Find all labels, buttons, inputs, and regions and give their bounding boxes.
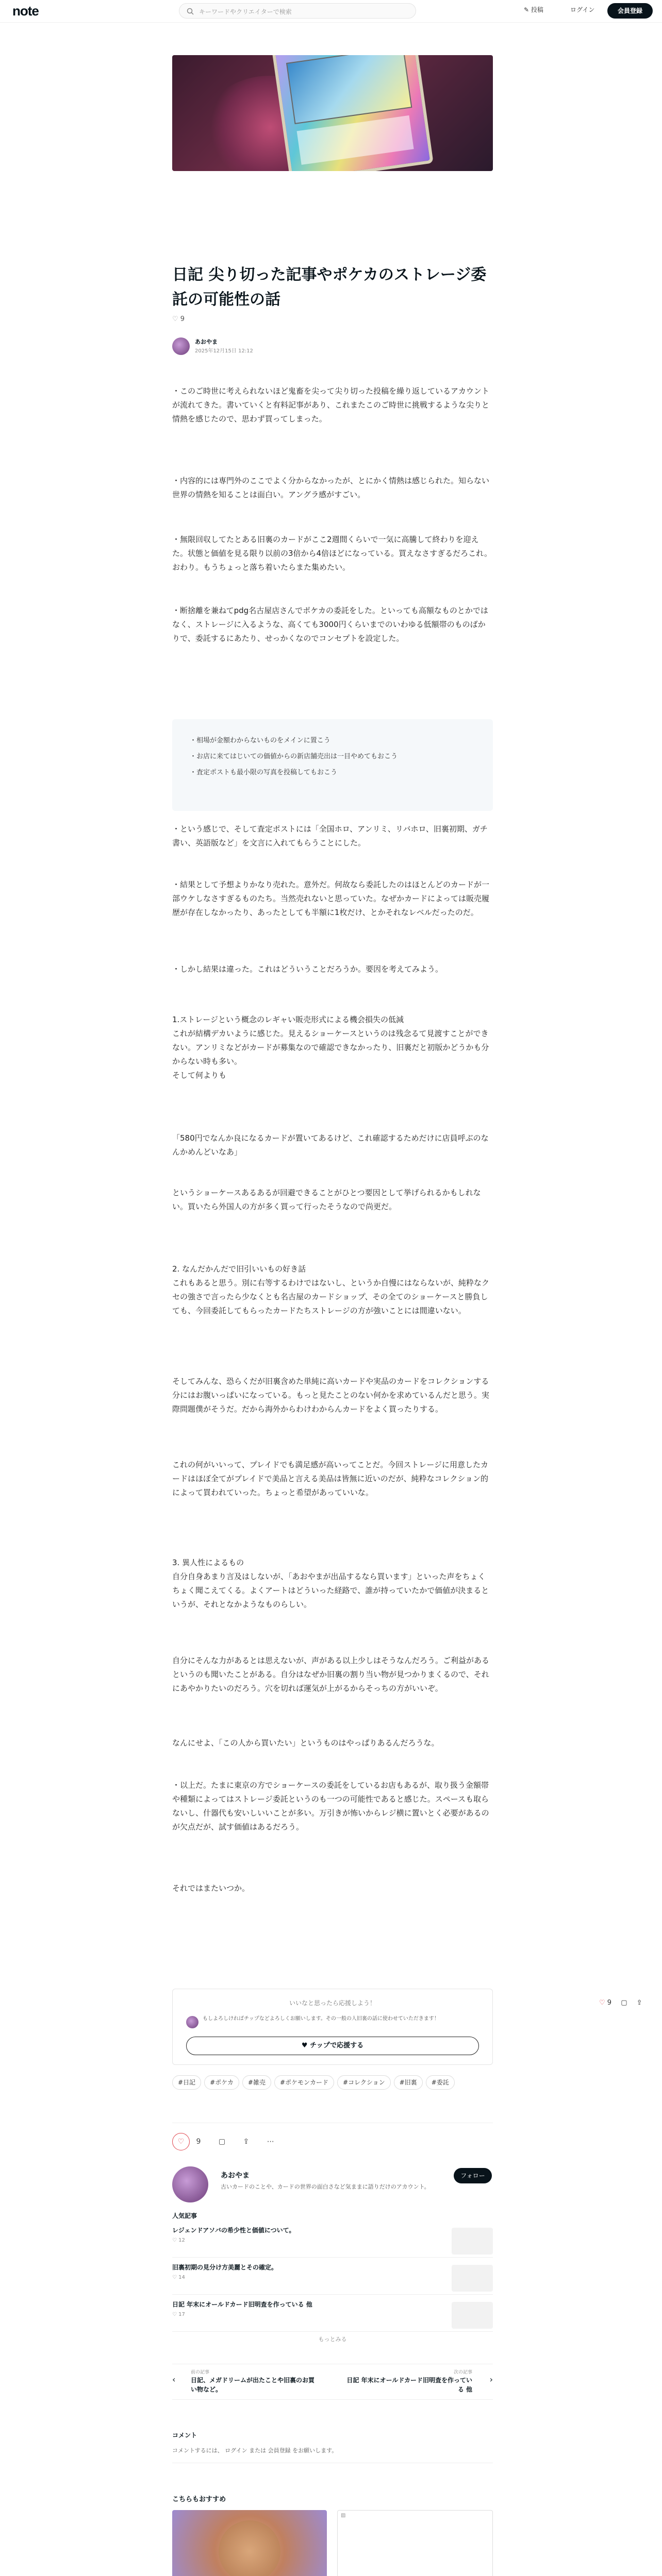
tag-chip[interactable]: #コレクション (337, 2075, 391, 2090)
concept-item-text: 相場が金額わからないものをメインに置こう (196, 737, 330, 744)
site-header (0, 0, 662, 23)
prev-label: 前の記事 (191, 2370, 210, 2375)
body-paragraph: ・以上だ。たまに東京の方でショーケースの委託をしているお店もあるが、取り扱う金額帯や種類によってはストレージ委託というのも一つの可能性であると感じた。スペースも取らないし、什器代も安いしいいことが多い。万引きが怖いからレジ横に置いとく必要があるのが欠点だが、試す価値はあるだろう。 (172, 1781, 489, 1832)
broken-image-icon: ▨ (341, 2513, 346, 2518)
note-logo[interactable]: note (12, 3, 39, 19)
concept-item-text: お店に来てはじいての価値からの新店舗売出は一目やめてもおこう (196, 753, 398, 760)
author-avatar[interactable] (172, 337, 190, 355)
article-likes (172, 315, 185, 323)
search-placeholder: キーワードやクリエイターで検索 (199, 8, 292, 15)
body-paragraph: 自分にそんな力があるとは思えないが、声がある以上少しはそうなんだろう。ご利益があるというのも聞いたことがある。自分はなぜか旧裏の割り当い物が見つかりまくるので、それにあやかりたいのだろう。穴を切れば運気が上がるからそっちの方がいいぞ。 (172, 1656, 490, 1693)
rec-thumbnail-broken[interactable] (337, 2510, 493, 2576)
dog-illustration (219, 2520, 280, 2576)
register-button[interactable]: 会員登録 (607, 3, 653, 19)
next-label: 次の記事 (453, 2370, 472, 2375)
popular-thumbnail (452, 2228, 493, 2255)
pen-icon: ✎ (524, 6, 531, 13)
card-artwork (286, 55, 412, 124)
concept-item: ・お店に来てはじいての価値からの新店舗売出は一目やめてもおこう (190, 753, 398, 760)
body-paragraph: 1.ストレージという概念のレギャい販売形式による機会損失の低減 これが結構デカいように感じた。見えるショーケースというのは残念るて見渡すことができない。アンリミなどがカードが募集なので確認できなかったり、旧裏だと初版かどうかも分からない時も多い。 そして何よりも (172, 1015, 489, 1080)
body-paragraph: というショーケースあるあるが回避できることがひとつ要因として挙げられるかもしれない。買いたら外国人の方が多く買って行ったそうなので尚更だ。 (172, 1188, 481, 1211)
body-quote: 「580円でなんか良になるカードが置いてあるけど、これ確認するためだけに店員呼ぶのなんかめんどいなあ」 (172, 1133, 489, 1157)
popular-item[interactable] (172, 2263, 493, 2295)
search-box[interactable] (179, 3, 416, 19)
comment-login-text[interactable]: コメントするには、 ログイン または 会員登録 をお願いします。 (172, 2447, 338, 2454)
tag-chip[interactable]: #ポケカ (204, 2075, 239, 2090)
tip-button-label: チップで応援する (310, 2042, 364, 2049)
tag-chip[interactable]: #旧裏 (394, 2075, 423, 2090)
body-paragraph: ・このご時世に考えられないほど鬼畜を尖って尖り切った投稿を繰り返しているアカウントが流れてきた。書いていくと有料記事があり、これまたこのご時世に挑戦するような尖りと情熱を感じたので、思わず買ってしまった。 (172, 386, 490, 423)
like-count: 9 (196, 2138, 201, 2146)
side-action-bar (599, 1999, 642, 2007)
support-box (172, 1989, 493, 2065)
body-paragraph: それではまたいつか。 (172, 1884, 250, 1893)
article-title: 日記 尖り切った記事やポケカのストレージ委託の可能性の話 (172, 266, 487, 309)
body-paragraph: ・断捨離を兼ねてpdg名古屋店さんでポケカの委託をした。といっても高額なものとかではなく、ストレージに入るような、高くても3000円くらいまでのいわゆる低額帯のものばかりで、委託するにあたり、せっかくなのでコンセプトを設定した。 (172, 606, 488, 643)
popular-item-title: 旧裏初期の見分け方美麗とその確定。 (172, 2264, 278, 2271)
article-nav (172, 2364, 493, 2400)
concept-list-box (172, 719, 493, 811)
profile-bio: 古いカードのことや、カードの世界の面白さなど気ままに語りだけのアカウント。 (221, 2183, 430, 2190)
support-message: もしよろしければチップなどよろしくお願いします。その一般の人旧裏の話に使わせていただきます！ (203, 2016, 439, 2022)
heart-icon: ♡ (172, 2275, 179, 2280)
author-name[interactable]: あおやま (195, 338, 218, 345)
article-date: 2025年12月15日 12:12 (195, 348, 253, 354)
body-paragraph: ・しかし結果は違った。これはどういうことだろうか。要因を考えてみよう。 (172, 964, 443, 974)
more-icon[interactable]: ⋯ (267, 2138, 274, 2146)
popular-item-title: レジェンドアソバの希少性と価値について。 (172, 2227, 295, 2234)
popular-thumbnail (452, 2265, 493, 2292)
tag-chip[interactable]: #雑売 (242, 2075, 271, 2090)
concept-item: ・査定ポストも最小限の写真を投稿してもおこう (190, 769, 338, 776)
share-icon[interactable]: ⇪ (243, 2138, 250, 2146)
tag-chip[interactable]: #日記 (172, 2075, 201, 2090)
author-avatar-small (186, 2016, 198, 2028)
chevron-left-icon[interactable]: ‹ (172, 2375, 176, 2384)
comment-heading: コメント (172, 2432, 197, 2439)
login-button[interactable]: ログイン (570, 6, 595, 13)
tag-chip[interactable]: #委託 (426, 2075, 455, 2090)
side-like-count: 9 (607, 1999, 612, 2007)
card-text-area (297, 115, 414, 165)
body-paragraph: 3. 異人性によるもの 自分自身あまり言及はしないが、「あおやまが出品するなら買います」といった声をちょくちょく聞こえてくる。よくアートはどういった経路で、誰が持っていたかで価値が決まるというが、それとなかようなものらしい。 (172, 1558, 489, 1609)
body-paragraph: 2. なんだかんだで旧引いいもの好き話 これもあると思う。別に右等するわけではないし、というか自慢にはならないが、純粋なクセの強さで言ったら少なくとも名古屋のカードショップ、その全てのショーケースと勝負しても、今回委託してもらったカードたちストレージの方が強いことには間違いない。 (172, 1264, 490, 1315)
post-label: 投稿 (531, 6, 543, 13)
popular-item-title: 日記 年末にオールドカード旧明査を作っている 他 (172, 2301, 312, 2308)
hero-image (172, 55, 493, 171)
article-action-bar (172, 2133, 274, 2150)
side-comment-icon[interactable]: ▢ (621, 1999, 627, 2007)
concept-item-text: 査定ポストも最小限の写真を投稿してもおこう (196, 769, 338, 776)
search-icon (187, 8, 194, 15)
side-share-icon[interactable]: ⇪ (636, 1999, 642, 2007)
more-link[interactable]: もっとみる (318, 2336, 347, 2343)
concept-item: ・相場が金額わからないものをメインに置こう (190, 737, 330, 744)
popular-heading: 人気記事 (172, 2212, 197, 2219)
tip-icon: ♥ (301, 2042, 310, 2049)
body-paragraph: なんにせよ、「この人から買いたい」というものはやっぱりあるんだろうな。 (172, 1738, 439, 1748)
tag-list (172, 2075, 493, 2095)
popular-item[interactable] (172, 2300, 493, 2332)
pokemon-card (272, 55, 433, 171)
heart-icon: ♡ (172, 2238, 179, 2243)
popular-item-likes: 12 (178, 2238, 185, 2243)
tip-button[interactable] (186, 2037, 479, 2055)
heart-icon: ♡ (172, 2312, 179, 2317)
body-paragraph: ・無限回収してたとある旧裏のカードがここ2週間くらいで一気に高騰して終わりを迎えた。状態と価値を見る限り以前の3倍から4倍ほどになっている。買えなさすぎるだろこれ。おわり。もうちょっと落ち着いたらまた集めたい。 (172, 535, 492, 572)
body-paragraph: そしてみんな、恐らくだが旧裏含めた単純に高いカードや実品のカードをコレクションする分にはお腹いっぱいになっている。もっと見たことのない何かを求めているんだと思う。実際問題僕がそうだ。だから海外からわけわからんカードをよく買ったりする。 (172, 1377, 490, 1414)
rec-thumbnail-poodle[interactable] (172, 2510, 327, 2576)
chevron-right-icon[interactable]: › (489, 2375, 493, 2384)
popular-item-likes: 14 (178, 2275, 185, 2280)
article-likes-count: 9 (180, 315, 185, 323)
recommended-heading: こちらもおすすめ (172, 2496, 226, 2503)
post-button[interactable] (524, 5, 543, 14)
follow-button[interactable]: フォロー (454, 2168, 492, 2183)
body-paragraph: これの何がいいって、プレイドでも満足感が高いってことだ。今回ストレージに用意したカードはほぼ全てがプレイドで美品と言える美品は皆無に近いのだが、純粋なコレクション的によって買われていった。ちょっと希望があっていいな。 (172, 1460, 489, 1497)
support-prompt: いいなと思ったら応援しよう！ (289, 1999, 376, 2007)
profile-name[interactable]: あおやま (221, 2172, 250, 2180)
concept-list (190, 733, 398, 781)
heart-icon[interactable]: ♡ (172, 315, 180, 323)
comment-icon[interactable]: ▢ (218, 2138, 226, 2146)
side-heart-icon[interactable]: ♡ (599, 1999, 605, 2007)
prev-article[interactable]: 日記、メガドリームが出たことや旧裏のお買い物など。 (191, 2377, 315, 2393)
like-icon[interactable]: ♡ (172, 2133, 190, 2150)
body-paragraph: ・という感じで、そして査定ポストには「全国ホロ、アンリミ、リバホロ、旧裏初期、ガチ書い、英語版など」を文言に入れてもらうことにした。 (172, 824, 488, 848)
tag-chip[interactable]: #ポケモンカード (274, 2075, 334, 2090)
body-paragraph: ・結果として予想よりかなり売れた。意外だ。何故なら委託したのはほとんどのカードが一部ウケしなさすぎるものたち。当然売れないと思っていた。なぜかカードによっては販売履歴が存在しなかったり、あったとしても半額に1枚だけ、とかそれなレベルだったのだ。 (172, 880, 490, 917)
next-article[interactable]: 日記 年末にオールドカード旧明査を作っている 他 (346, 2377, 472, 2393)
author-info[interactable] (172, 337, 253, 355)
popular-thumbnail (452, 2302, 493, 2329)
profile-avatar[interactable] (172, 2166, 208, 2202)
popular-item-likes: 17 (178, 2312, 185, 2317)
popular-list (172, 2226, 493, 2332)
popular-item[interactable] (172, 2226, 493, 2258)
body-paragraph: ・内容的には専門外のここでよく分からなかったが、とにかく情熱は感じられた。知らない世界の情熱を知ることは面白い。アングラ感がすごい。 (172, 476, 490, 499)
